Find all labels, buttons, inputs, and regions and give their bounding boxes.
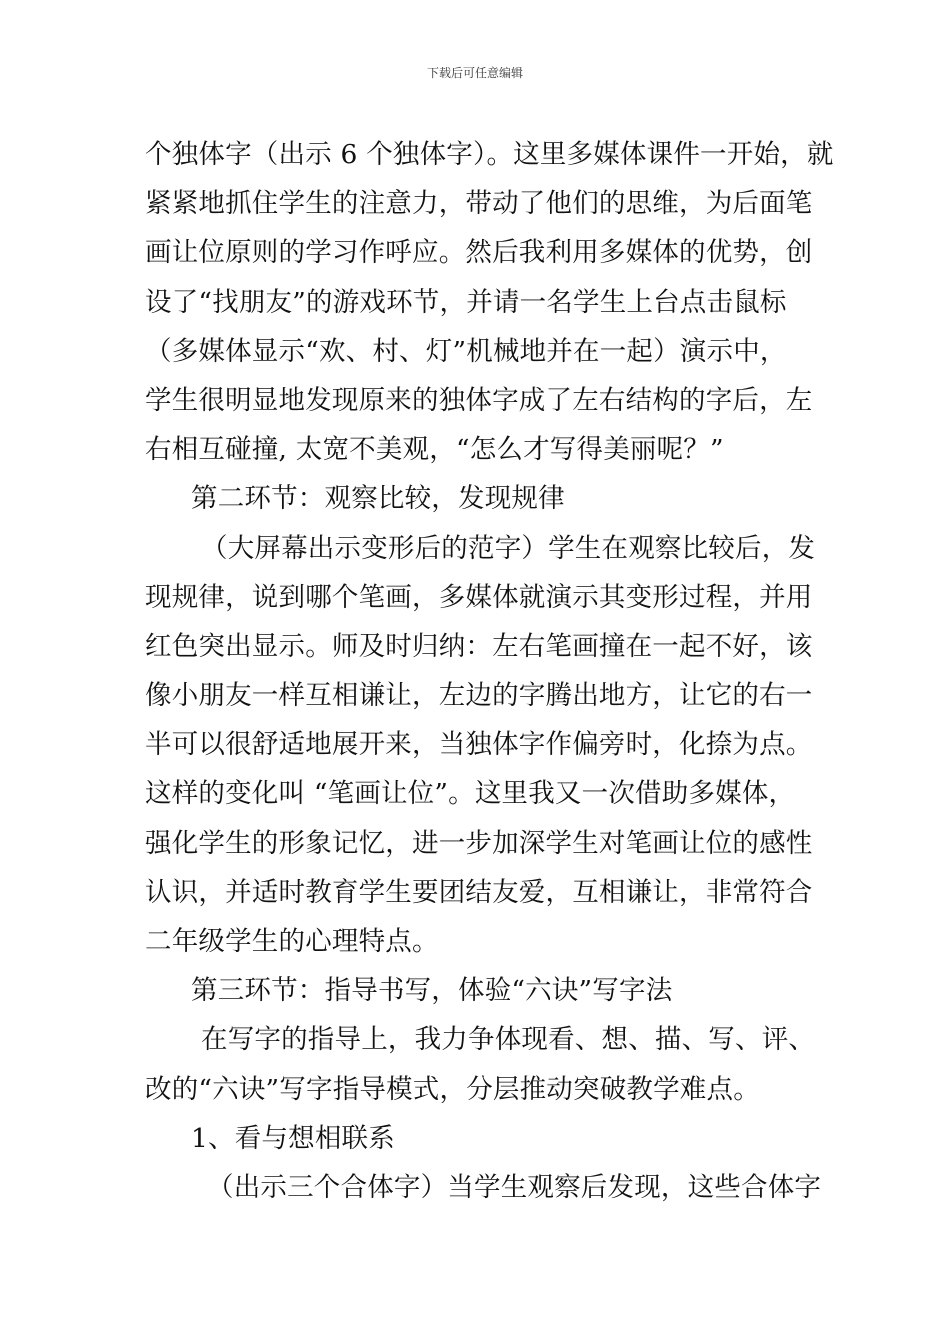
paragraph-line: 个独体字（出示 6 个独体字）。这里多媒体课件一开始，就 (145, 139, 834, 170)
section-heading: 第二环节：观察比较，发现规律 (191, 483, 565, 515)
page-header: 下载后可任意编辑 (426, 66, 523, 80)
paragraph-line: （出示三个合体字）当学生观察后发现，这些合体字 (207, 1171, 822, 1203)
paragraph-line: 红色突出显示。师及时归纳：左右笔画撞在一起不好，该 (145, 630, 813, 662)
paragraph-line: 设了“找朋友”的游戏环节，并请一名学生上台点击鼠标 (145, 286, 787, 318)
paragraph-line: （多媒体显示“欢、村、灯”机械地并在一起）演示中， (145, 335, 787, 367)
paragraph-line: 画让位原则的学习作呼应。然后我利用多媒体的优势，创 (145, 237, 813, 269)
subsection-heading: 1、看与想相联系 (191, 1122, 395, 1154)
paragraph-line: 改的“六诀”写字指导模式，分层推动突破教学难点。 (145, 1073, 760, 1105)
paragraph-line: 像小朋友一样互相谦让，左边的字腾出地方，让它的右一 (145, 680, 813, 712)
paragraph-line: （大屏幕出示变形后的范字）学生在观察比较后，发 (201, 532, 816, 564)
paragraph-line: 半可以很舒适地展开来，当独体字作偏旁时，化捺为点。 (145, 729, 813, 761)
paragraph-line: 在写字的指导上，我力争体现看、想、描、写、评、 (201, 1024, 816, 1056)
paragraph-line: 这样的变化叫 “笔画让位”。这里我又一次借助多媒体， (145, 778, 796, 810)
paragraph-line: 强化学生的形象记忆，进一步加深学生对笔画让位的感性 (145, 827, 813, 859)
paragraph-line: 认识，并适时教育学生要团结友爱，互相谦让，非常符合 (145, 876, 813, 908)
body-text (145, 130, 834, 1212)
paragraph-line: 二年级学生的心理特点。 (145, 926, 439, 957)
section-heading: 第三环节：指导书写，体验“六诀”写字法 (191, 975, 673, 1007)
paragraph-line: 紧紧地抓住学生的注意力，带动了他们的思维，为后面笔 (145, 188, 813, 220)
paragraph-line: 学生很明显地发现原来的独体字成了左右结构的字后，左 (145, 384, 813, 416)
paragraph-line: 现规律，说到哪个笔画，多媒体就演示其变形过程，并用 (145, 581, 813, 613)
paragraph-line: 右相互碰撞, 太宽不美观，“怎么才写得美丽呢？” (145, 434, 724, 466)
